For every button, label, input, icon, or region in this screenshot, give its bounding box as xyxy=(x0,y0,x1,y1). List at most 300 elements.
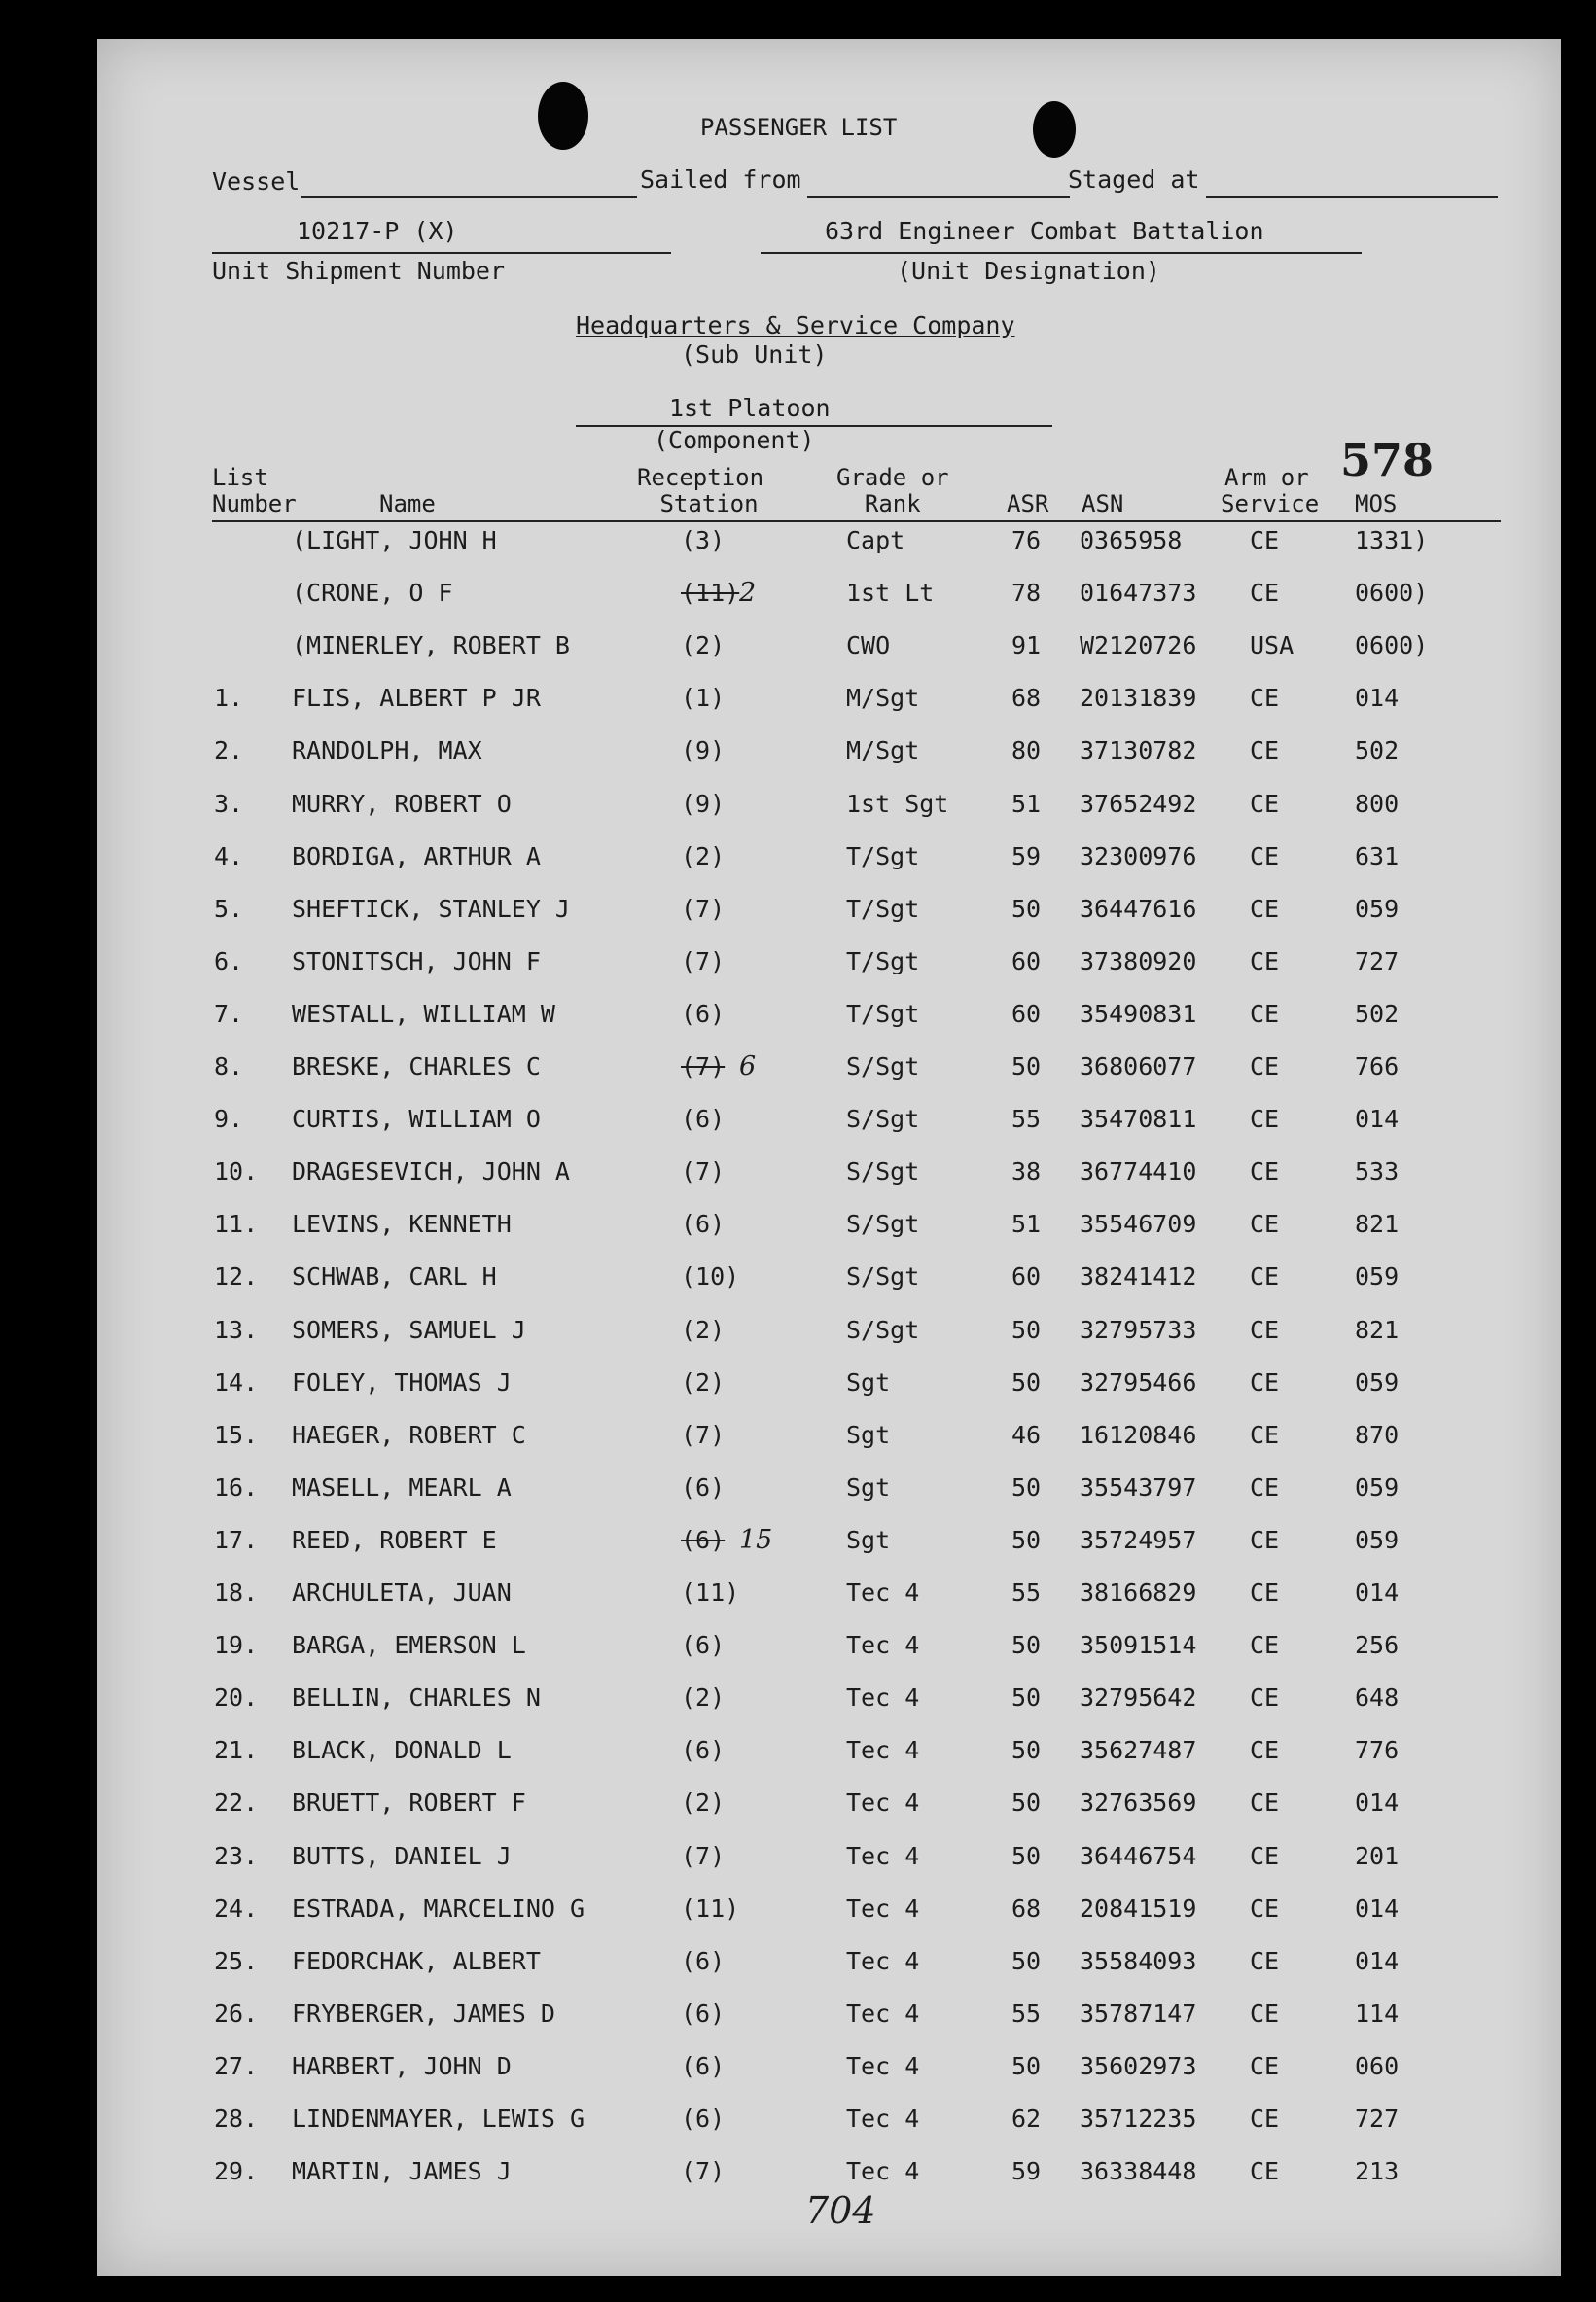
asr: 50 xyxy=(1011,1736,1042,1764)
reception-station: (2) xyxy=(681,1316,726,1344)
arm-service: CE xyxy=(1250,736,1280,764)
asr: 50 xyxy=(1011,1842,1042,1870)
asr: 50 xyxy=(1011,1631,1042,1659)
asr: 55 xyxy=(1011,1578,1042,1607)
arm-service: CE xyxy=(1250,1105,1280,1133)
reception-station: (6) xyxy=(681,1210,726,1238)
mos: 533 xyxy=(1355,1157,1400,1186)
table-row xyxy=(0,895,1596,934)
grade: Sgt xyxy=(846,1368,891,1397)
mos: 776 xyxy=(1355,1736,1400,1764)
asr: 60 xyxy=(1011,1000,1042,1028)
list-number: 24. xyxy=(214,1895,259,1923)
asr: 50 xyxy=(1011,1526,1042,1554)
list-number: 19. xyxy=(214,1631,259,1659)
arm-service: CE xyxy=(1250,1052,1280,1080)
grade: Tec 4 xyxy=(846,1736,920,1764)
sub-unit: Headquarters & Service Company xyxy=(576,311,1015,339)
list-number: 25. xyxy=(214,1947,259,1975)
list-number: 16. xyxy=(214,1473,259,1502)
passenger-name: BRUETT, ROBERT F xyxy=(292,1788,526,1817)
grade: Sgt xyxy=(846,1421,891,1449)
asr: 76 xyxy=(1011,526,1042,554)
arm-service: CE xyxy=(1250,1157,1280,1186)
asn: 20841519 xyxy=(1080,1895,1197,1923)
reception-station: (7) xyxy=(681,1842,726,1870)
reception-station: (2) xyxy=(681,1368,726,1397)
arm-service: CE xyxy=(1250,2052,1280,2080)
arm-service: CE xyxy=(1250,842,1280,870)
arm-service: CE xyxy=(1250,1368,1280,1397)
arm-service: CE xyxy=(1250,2000,1280,2028)
reception-station: (11) xyxy=(681,1578,740,1607)
reception-station: (7) xyxy=(681,1052,726,1080)
asn: 35546709 xyxy=(1080,1210,1197,1238)
reception-station: (6) xyxy=(681,1526,726,1554)
header-reception-station: Reception Station xyxy=(637,464,764,517)
asr: 78 xyxy=(1011,579,1042,607)
mos: 870 xyxy=(1355,1421,1400,1449)
list-number: 13. xyxy=(214,1316,259,1344)
table-row xyxy=(0,1578,1596,1617)
grade: Tec 4 xyxy=(846,2000,920,2028)
mos: 060 xyxy=(1355,2052,1400,2080)
asr: 38 xyxy=(1011,1157,1042,1186)
mos: 059 xyxy=(1355,1368,1400,1397)
asn: 38166829 xyxy=(1080,1578,1197,1607)
arm-service: CE xyxy=(1250,790,1280,818)
arm-service: CE xyxy=(1250,1000,1280,1028)
punch-hole-right xyxy=(1033,101,1076,158)
asr: 50 xyxy=(1011,1316,1042,1344)
table-row xyxy=(0,1052,1596,1091)
mos: 821 xyxy=(1355,1316,1400,1344)
reception-station: (7) xyxy=(681,1421,726,1449)
staged-at-label: Staged at xyxy=(1068,165,1200,194)
asn: 35627487 xyxy=(1080,1736,1197,1764)
arm-service: USA xyxy=(1250,631,1295,659)
reception-station: (6) xyxy=(681,1631,726,1659)
arm-service: CE xyxy=(1250,579,1280,607)
reception-station: (1) xyxy=(681,684,726,712)
passenger-name: ARCHULETA, JUAN xyxy=(292,1578,512,1607)
handwritten-page-number: 578 xyxy=(1340,434,1435,486)
list-number: 15. xyxy=(214,1421,259,1449)
page-title: PASSENGER LIST xyxy=(700,114,898,141)
arm-service: CE xyxy=(1250,895,1280,923)
table-row xyxy=(0,631,1596,670)
asr: 50 xyxy=(1011,2052,1042,2080)
reception-station: (11) xyxy=(681,579,740,607)
asn: 0365958 xyxy=(1080,526,1183,554)
table-row xyxy=(0,2052,1596,2091)
passenger-name: SHEFTICK, STANLEY J xyxy=(292,895,570,923)
arm-service: CE xyxy=(1250,1631,1280,1659)
arm-service: CE xyxy=(1250,1316,1280,1344)
passenger-name: ESTRADA, MARCELINO G xyxy=(292,1895,585,1923)
passenger-name: FEDORCHAK, ALBERT xyxy=(292,1947,541,1975)
reception-station: (6) xyxy=(681,1736,726,1764)
reception-station: (2) xyxy=(681,631,726,659)
asn: 38241412 xyxy=(1080,1262,1197,1291)
list-number: 11. xyxy=(214,1210,259,1238)
list-number: 23. xyxy=(214,1842,259,1870)
reception-station: (11) xyxy=(681,1895,740,1923)
unit-designation: 63rd Engineer Combat Battalion xyxy=(825,217,1264,245)
asn: 01647373 xyxy=(1080,579,1197,607)
passenger-name: REED, ROBERT E xyxy=(292,1526,497,1554)
table-row xyxy=(0,1316,1596,1355)
grade: Tec 4 xyxy=(846,1947,920,1975)
arm-service: CE xyxy=(1250,1895,1280,1923)
mos: 502 xyxy=(1355,1000,1400,1028)
asn: 32795466 xyxy=(1080,1368,1197,1397)
asr: 91 xyxy=(1011,631,1042,659)
reception-station: (6) xyxy=(681,2052,726,2080)
asn: 35584093 xyxy=(1080,1947,1197,1975)
asr: 50 xyxy=(1011,1473,1042,1502)
table-row xyxy=(0,1105,1596,1144)
asn: 35091514 xyxy=(1080,1631,1197,1659)
arm-service: CE xyxy=(1250,1788,1280,1817)
arm-service: CE xyxy=(1250,1842,1280,1870)
table-row xyxy=(0,1157,1596,1196)
passenger-name: HARBERT, JOHN D xyxy=(292,2052,512,2080)
passenger-name: STONITSCH, JOHN F xyxy=(292,947,541,975)
table-row xyxy=(0,842,1596,881)
table-row xyxy=(0,1262,1596,1301)
reception-station: (9) xyxy=(681,790,726,818)
arm-service: CE xyxy=(1250,2157,1280,2185)
reception-station: (7) xyxy=(681,947,726,975)
header-mos: MOS xyxy=(1355,490,1398,517)
passenger-name: BORDIGA, ARTHUR A xyxy=(292,842,541,870)
asr: 50 xyxy=(1011,895,1042,923)
list-number: 2. xyxy=(214,736,244,764)
passenger-name: MURRY, ROBERT O xyxy=(292,790,512,818)
mos: 014 xyxy=(1355,1105,1400,1133)
asn: 35470811 xyxy=(1080,1105,1197,1133)
component: 1st Platoon xyxy=(669,394,831,422)
header-grade-rank: Grade or Rank xyxy=(836,464,949,517)
table-row xyxy=(0,1210,1596,1249)
grade: M/Sgt xyxy=(846,736,920,764)
mos: 1331) xyxy=(1355,526,1429,554)
reception-station: (7) xyxy=(681,2157,726,2185)
grade: Capt xyxy=(846,526,905,554)
mos: 766 xyxy=(1355,1052,1400,1080)
mos: 213 xyxy=(1355,2157,1400,2185)
mos: 014 xyxy=(1355,1947,1400,1975)
asn: 37130782 xyxy=(1080,736,1197,764)
shipment-number-line xyxy=(212,252,671,254)
passenger-name: DRAGESEVICH, JOHN A xyxy=(292,1157,570,1186)
table-row xyxy=(0,2000,1596,2038)
grade: S/Sgt xyxy=(846,1210,920,1238)
arm-service: CE xyxy=(1250,1526,1280,1554)
asn: 37652492 xyxy=(1080,790,1197,818)
asn: 32795733 xyxy=(1080,1316,1197,1344)
passenger-name: BUTTS, DANIEL J xyxy=(292,1842,512,1870)
list-number: 14. xyxy=(214,1368,259,1397)
list-number: 10. xyxy=(214,1157,259,1186)
asn: 35602973 xyxy=(1080,2052,1197,2080)
passenger-name: MARTIN, JAMES J xyxy=(292,2157,512,2185)
reception-station: (2) xyxy=(681,842,726,870)
reception-station: (6) xyxy=(681,1947,726,1975)
mos: 014 xyxy=(1355,1895,1400,1923)
asn: 37380920 xyxy=(1080,947,1197,975)
grade: T/Sgt xyxy=(846,1000,920,1028)
grade: Tec 4 xyxy=(846,2105,920,2133)
reception-station: (6) xyxy=(681,2105,726,2133)
list-number: 6. xyxy=(214,947,244,975)
unit-designation-line xyxy=(761,252,1362,254)
asr: 51 xyxy=(1011,790,1042,818)
grade: S/Sgt xyxy=(846,1316,920,1344)
grade: T/Sgt xyxy=(846,895,920,923)
reception-station: (3) xyxy=(681,526,726,554)
staged-at-blank xyxy=(1206,196,1498,198)
asr: 50 xyxy=(1011,1947,1042,1975)
list-number: 8. xyxy=(214,1052,244,1080)
sailed-from-blank xyxy=(807,196,1070,198)
reception-station: (2) xyxy=(681,1788,726,1817)
asr: 50 xyxy=(1011,1683,1042,1712)
asn: 35490831 xyxy=(1080,1000,1197,1028)
list-number: 9. xyxy=(214,1105,244,1133)
asr: 59 xyxy=(1011,2157,1042,2185)
header-asn: ASN xyxy=(1082,490,1124,517)
list-number: 20. xyxy=(214,1683,259,1712)
arm-service: CE xyxy=(1250,1473,1280,1502)
header-list-number: List Number xyxy=(212,464,297,517)
mos: 059 xyxy=(1355,1526,1400,1554)
asr: 51 xyxy=(1011,1210,1042,1238)
grade: Tec 4 xyxy=(846,1683,920,1712)
mos: 014 xyxy=(1355,684,1400,712)
passenger-name: LEVINS, KENNETH xyxy=(292,1210,512,1238)
header-rule xyxy=(212,520,1501,522)
arm-service: CE xyxy=(1250,684,1280,712)
passenger-name: LINDENMAYER, LEWIS G xyxy=(292,2105,585,2133)
handwritten-bottom-number: 704 xyxy=(805,2189,876,2232)
reception-station: (7) xyxy=(681,895,726,923)
mos: 059 xyxy=(1355,1473,1400,1502)
mos: 631 xyxy=(1355,842,1400,870)
list-number: 17. xyxy=(214,1526,259,1554)
asn: 36338448 xyxy=(1080,2157,1197,2185)
grade: Tec 4 xyxy=(846,1578,920,1607)
mos: 256 xyxy=(1355,1631,1400,1659)
mos: 201 xyxy=(1355,1842,1400,1870)
grade: Tec 4 xyxy=(846,2052,920,2080)
asr: 60 xyxy=(1011,1262,1042,1291)
asn: 36446754 xyxy=(1080,1842,1197,1870)
asr: 55 xyxy=(1011,1105,1042,1133)
table-row xyxy=(0,1947,1596,1986)
asr: 50 xyxy=(1011,1788,1042,1817)
passenger-name: MASELL, MEARL A xyxy=(292,1473,512,1502)
grade: S/Sgt xyxy=(846,1262,920,1291)
passenger-name: SCHWAB, CARL H xyxy=(292,1262,497,1291)
passenger-name: BELLIN, CHARLES N xyxy=(292,1683,541,1712)
table-row xyxy=(0,1788,1596,1827)
arm-service: CE xyxy=(1250,1578,1280,1607)
asr: 59 xyxy=(1011,842,1042,870)
table-row xyxy=(0,1000,1596,1039)
passenger-name: CURTIS, WILLIAM O xyxy=(292,1105,541,1133)
table-row xyxy=(0,1842,1596,1881)
table-row xyxy=(0,736,1596,775)
table-row xyxy=(0,1631,1596,1670)
grade: Tec 4 xyxy=(846,2157,920,2185)
asr: 55 xyxy=(1011,2000,1042,2028)
table-row xyxy=(0,684,1596,723)
arm-service: CE xyxy=(1250,1947,1280,1975)
asr: 62 xyxy=(1011,2105,1042,2133)
mos: 0600) xyxy=(1355,631,1429,659)
table-row xyxy=(0,2157,1596,2196)
list-number: 28. xyxy=(214,2105,259,2133)
mos: 114 xyxy=(1355,2000,1400,2028)
reception-station: (6) xyxy=(681,2000,726,2028)
unit-designation-label: (Unit Designation) xyxy=(897,257,1160,285)
passenger-name: (MINERLEY, ROBERT B xyxy=(292,631,570,659)
asr: 50 xyxy=(1011,1052,1042,1080)
sub-unit-label: (Sub Unit) xyxy=(681,340,828,369)
list-number: 22. xyxy=(214,1788,259,1817)
grade: S/Sgt xyxy=(846,1157,920,1186)
header-asr: ASR xyxy=(1007,490,1049,517)
asn: 16120846 xyxy=(1080,1421,1197,1449)
asn: 32300976 xyxy=(1080,842,1197,870)
mos: 648 xyxy=(1355,1683,1400,1712)
asn: W2120726 xyxy=(1080,631,1197,659)
asr: 46 xyxy=(1011,1421,1042,1449)
mos: 727 xyxy=(1355,2105,1400,2133)
passenger-name: FLIS, ALBERT P JR xyxy=(292,684,541,712)
reception-station: (7) xyxy=(681,1157,726,1186)
table-row xyxy=(0,1895,1596,1933)
vessel-label: Vessel xyxy=(212,167,301,195)
shipment-number: 10217-P (X) xyxy=(297,217,458,245)
list-number: 21. xyxy=(214,1736,259,1764)
header-name: Name xyxy=(379,490,436,517)
list-number: 7. xyxy=(214,1000,244,1028)
mos: 821 xyxy=(1355,1210,1400,1238)
passenger-name: FRYBERGER, JAMES D xyxy=(292,2000,555,2028)
passenger-name: FOLEY, THOMAS J xyxy=(292,1368,512,1397)
asn: 35543797 xyxy=(1080,1473,1197,1502)
asn: 36447616 xyxy=(1080,895,1197,923)
mos: 502 xyxy=(1355,736,1400,764)
table-row xyxy=(0,1473,1596,1512)
list-number: 3. xyxy=(214,790,244,818)
asr: 68 xyxy=(1011,684,1042,712)
asn: 36806077 xyxy=(1080,1052,1197,1080)
arm-service: CE xyxy=(1250,1683,1280,1712)
handwritten-correction: 6 xyxy=(739,1051,757,1081)
list-number: 29. xyxy=(214,2157,259,2185)
table-row xyxy=(0,947,1596,986)
asr: 68 xyxy=(1011,1895,1042,1923)
asn: 32795642 xyxy=(1080,1683,1197,1712)
reception-station: (2) xyxy=(681,1683,726,1712)
reception-station: (6) xyxy=(681,1000,726,1028)
reception-station: (9) xyxy=(681,736,726,764)
arm-service: CE xyxy=(1250,1421,1280,1449)
component-label: (Component) xyxy=(654,426,815,454)
grade: Sgt xyxy=(846,1526,891,1554)
asn: 36774410 xyxy=(1080,1157,1197,1186)
passenger-name: (LIGHT, JOHN H xyxy=(292,526,497,554)
reception-station: (6) xyxy=(681,1473,726,1502)
mos: 059 xyxy=(1355,895,1400,923)
passenger-name: BLACK, DONALD L xyxy=(292,1736,512,1764)
passenger-name: RANDOLPH, MAX xyxy=(292,736,482,764)
grade: CWO xyxy=(846,631,891,659)
grade: 1st Lt xyxy=(846,579,935,607)
asr: 60 xyxy=(1011,947,1042,975)
arm-service: CE xyxy=(1250,1210,1280,1238)
sailed-from-label: Sailed from xyxy=(640,165,801,194)
arm-service: CE xyxy=(1250,2105,1280,2133)
grade: T/Sgt xyxy=(846,947,920,975)
asn: 35724957 xyxy=(1080,1526,1197,1554)
mos: 800 xyxy=(1355,790,1400,818)
handwritten-correction: 15 xyxy=(739,1525,773,1555)
arm-service: CE xyxy=(1250,1262,1280,1291)
list-number: 27. xyxy=(214,2052,259,2080)
table-row xyxy=(0,1368,1596,1407)
table-row xyxy=(0,1421,1596,1460)
passenger-name: WESTALL, WILLIAM W xyxy=(292,1000,555,1028)
mos: 0600) xyxy=(1355,579,1429,607)
passenger-name: SOMERS, SAMUEL J xyxy=(292,1316,526,1344)
list-number: 26. xyxy=(214,2000,259,2028)
passenger-name: (CRONE, O F xyxy=(292,579,453,607)
asr: 80 xyxy=(1011,736,1042,764)
arm-service: CE xyxy=(1250,526,1280,554)
table-row xyxy=(0,579,1596,618)
grade: T/Sgt xyxy=(846,842,920,870)
grade: S/Sgt xyxy=(846,1052,920,1080)
list-number: 18. xyxy=(214,1578,259,1607)
punch-hole-left xyxy=(538,82,588,150)
passenger-name: HAEGER, ROBERT C xyxy=(292,1421,526,1449)
table-row xyxy=(0,1736,1596,1775)
list-number: 12. xyxy=(214,1262,259,1291)
grade: Sgt xyxy=(846,1473,891,1502)
asn: 35787147 xyxy=(1080,2000,1197,2028)
grade: S/Sgt xyxy=(846,1105,920,1133)
grade: Tec 4 xyxy=(846,1788,920,1817)
passenger-name: BRESKE, CHARLES C xyxy=(292,1052,541,1080)
grade: Tec 4 xyxy=(846,1895,920,1923)
mos: 727 xyxy=(1355,947,1400,975)
list-number: 5. xyxy=(214,895,244,923)
table-row xyxy=(0,526,1596,565)
shipment-number-label: Unit Shipment Number xyxy=(212,257,506,285)
mos: 014 xyxy=(1355,1788,1400,1817)
grade: Tec 4 xyxy=(846,1842,920,1870)
list-number: 4. xyxy=(214,842,244,870)
table-row xyxy=(0,790,1596,829)
handwritten-correction: 2 xyxy=(739,578,757,608)
table-row xyxy=(0,2105,1596,2143)
vessel-blank xyxy=(301,196,637,198)
